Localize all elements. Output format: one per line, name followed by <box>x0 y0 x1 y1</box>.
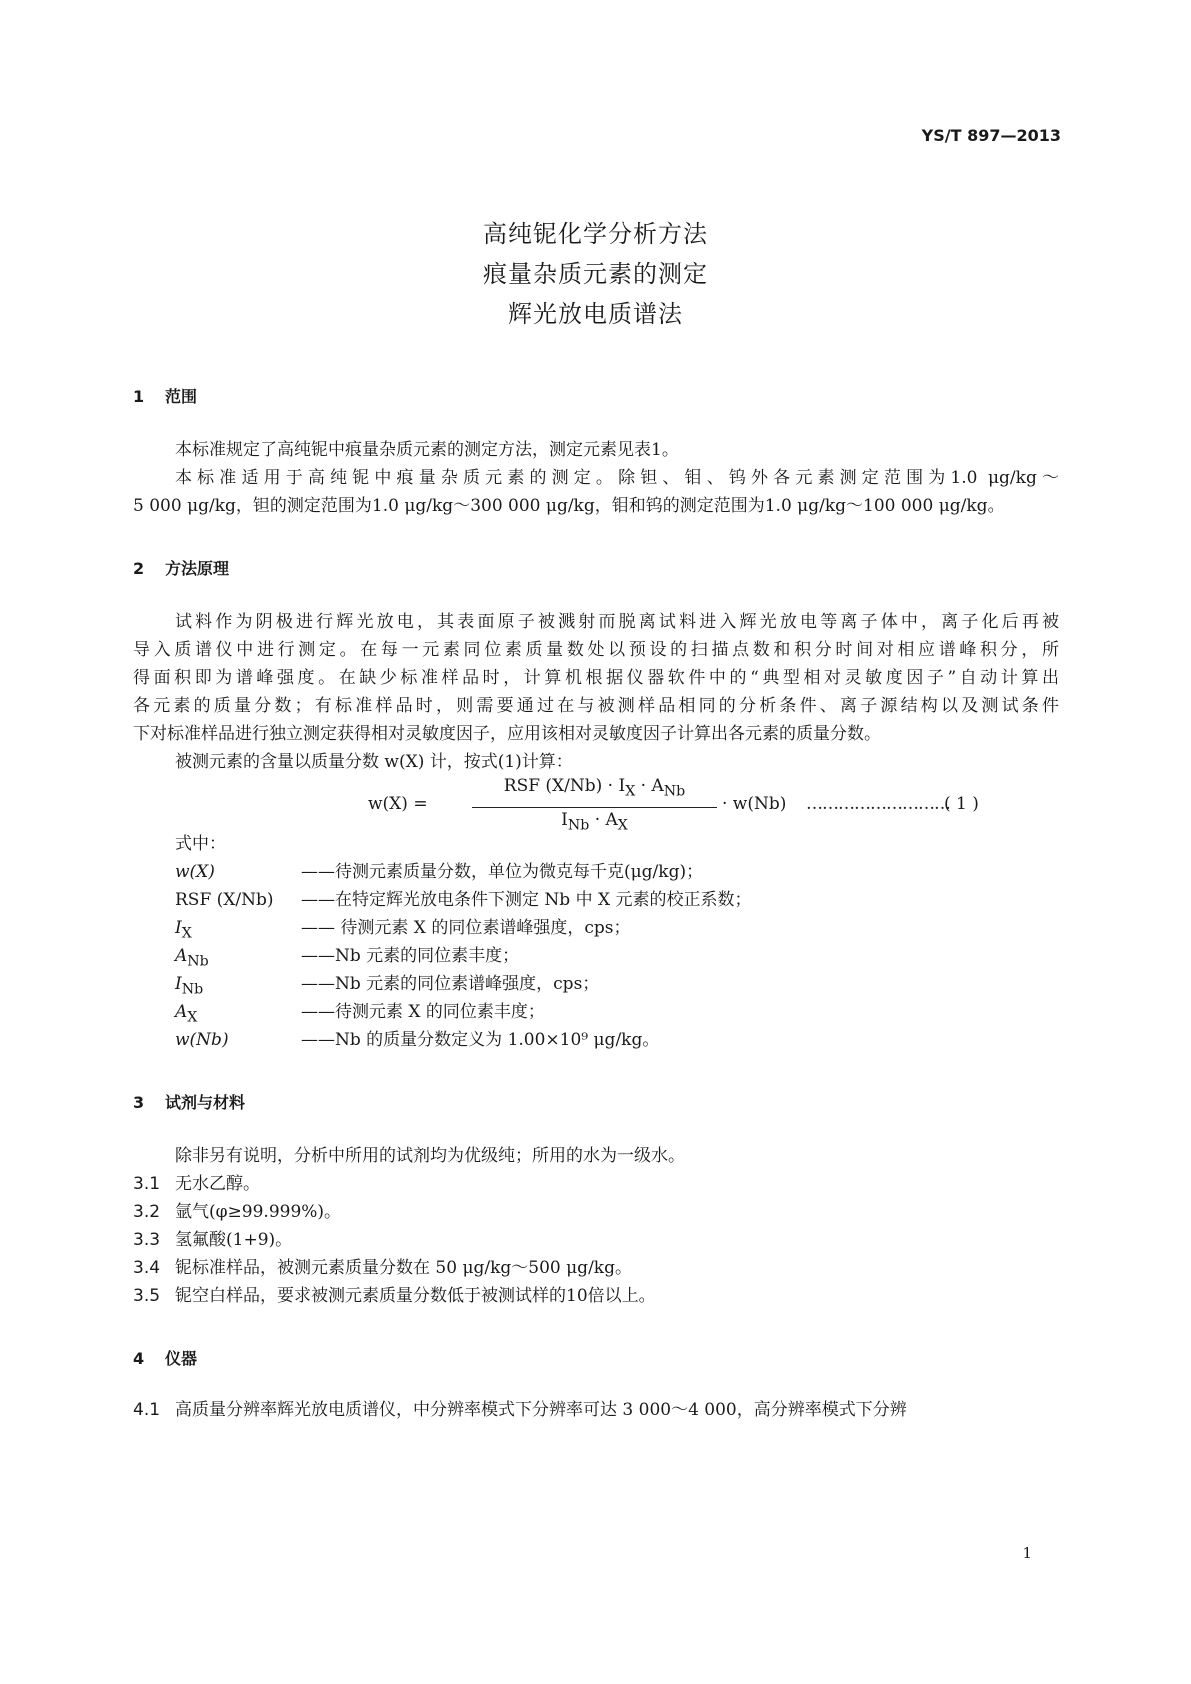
section-title: 范围 <box>165 387 198 406</box>
definition-text: ——在特定辉光放电条件下测定 Nb 中 X 元素的校正系数； <box>301 890 752 910</box>
definition-symbol-sub: X <box>181 925 192 942</box>
section-number: 1 <box>133 387 145 406</box>
definition-symbol-sub: Nb <box>187 953 209 970</box>
definition-symbol: I <box>175 918 182 938</box>
reagents-intro: 除非另有说明，分析中所用的试剂均为优级纯；所用的水为一级水。 <box>175 1146 685 1166</box>
definition-text: ——Nb 的质量分数定义为 1.00×10⁹ μg/kg。 <box>301 1030 660 1050</box>
where-label: 式中： <box>175 834 226 854</box>
numerator-sub-x: X <box>625 783 636 800</box>
item-text: 氢氟酸(1+9)。 <box>175 1230 293 1250</box>
definition-symbol: A <box>175 946 188 966</box>
definition-text: ——待测元素质量分数，单位为微克每千克(μg/kg)； <box>301 862 704 882</box>
definition-symbol: w(X) <box>175 862 215 882</box>
title-line-3: 辉光放电质谱法 <box>508 300 683 328</box>
definition-text: ——Nb 元素的同位素谱峰强度，cps； <box>301 974 600 994</box>
item-text: 无水乙醇。 <box>175 1174 260 1194</box>
principle-line-2: 导入质谱仪中进行测定。在每一元素同位素质量数处以预设的扫描点数和积分时间对相应谱峰积分，所 <box>133 640 1059 660</box>
formula-rhs: · w(Nb) <box>722 794 787 814</box>
scope-paragraph-1: 本标准规定了高纯铌中痕量杂质元素的测定方法，测定元素见表1。 <box>175 440 679 460</box>
definition-text: —— 待测元素 X 的同位素谱峰强度，cps； <box>301 918 631 938</box>
definition-symbol: RSF (X/Nb) <box>175 890 274 910</box>
principle-line-3: 得面积即为谱峰强度。在缺少标准样品时，计算机根据仪器软件中的“典型相对灵敏度因子”自动计算出 <box>133 668 1059 688</box>
principle-line-6: 被测元素的含量以质量分数 w(X) 计，按式(1)计算： <box>175 752 573 772</box>
formula-number: ( 1 ) <box>944 794 979 814</box>
section-4-heading <box>133 1346 197 1369</box>
definition-symbol-sub: Nb <box>181 981 204 998</box>
item-text: 铌空白样品，要求被测元素质量分数低于被测试样的10倍以上。 <box>175 1286 656 1306</box>
definition-row <box>175 1026 659 1059</box>
principle-line-4: 各元素的质量分数；有标准样品时，则需要通过在与被测样品相同的分析条件、离子源结构以及测试条件 <box>133 696 1059 716</box>
numerator-text: RSF (X/Nb) · I <box>503 776 626 796</box>
item-number: 3.3 <box>133 1230 161 1250</box>
list-item <box>133 1226 292 1254</box>
section-title: 方法原理 <box>165 559 230 578</box>
definition-symbol: I <box>175 974 182 994</box>
scope-paragraph-2-line-1: 本标准适用于高纯铌中痕量杂质元素的测定。除钽、钼、钨外各元素测定范围为1.0 μg/kg～ <box>175 468 1059 488</box>
numerator-mid: · A <box>635 776 664 796</box>
title-line-1: 高纯铌化学分析方法 <box>483 220 708 248</box>
formula-lhs: w(X) = <box>368 794 428 814</box>
denominator-sub-x: X <box>617 817 628 834</box>
item-number: 3.4 <box>133 1258 161 1278</box>
list-item <box>133 1198 341 1226</box>
list-item <box>133 1254 632 1282</box>
item-number: 4.1 <box>133 1400 161 1420</box>
list-item <box>133 1282 656 1310</box>
standard-code: YS/T 897—2013 <box>921 126 1061 145</box>
section-3-heading <box>133 1090 245 1113</box>
section-1-heading <box>133 384 197 407</box>
item-number: 3.2 <box>133 1202 161 1222</box>
formula-1 <box>0 776 1191 836</box>
section-number: 3 <box>133 1093 145 1112</box>
item-text: 铌标准样品，被测元素质量分数在 50 μg/kg～500 μg/kg。 <box>175 1258 632 1278</box>
title-line-2: 痕量杂质元素的测定 <box>483 260 708 288</box>
numerator-sub-nb: Nb <box>663 783 686 800</box>
principle-line-1: 试料作为阴极进行辉光放电，其表面原子被溅射而脱离试料进入辉光放电等离子体中，离子化后再被 <box>175 612 1059 632</box>
item-text: 高质量分辨率辉光放电质谱仪，中分辨率模式下分辨率可达 3 000～4 000，高分辨率模式下分辨 <box>175 1400 907 1420</box>
formula-denominator <box>472 810 717 833</box>
denominator-text: I <box>561 810 568 830</box>
list-item <box>133 1396 907 1424</box>
definition-text: ——Nb 元素的同位素丰度； <box>301 946 520 966</box>
item-number: 3.1 <box>133 1174 161 1194</box>
definition-text: ——待测元素 X 的同位素丰度； <box>301 1002 545 1022</box>
formula-numerator <box>472 776 717 799</box>
section-number: 2 <box>133 559 145 578</box>
section-title: 仪器 <box>165 1349 198 1368</box>
item-number: 3.5 <box>133 1286 161 1306</box>
definition-symbol: A <box>175 1002 188 1022</box>
definition-symbol: w(Nb) <box>175 1030 229 1050</box>
section-2-heading <box>133 556 229 579</box>
definition-symbol-sub: X <box>187 1009 198 1026</box>
section-title: 试剂与材料 <box>165 1093 246 1112</box>
denominator-mid: · A <box>589 810 618 830</box>
section-number: 4 <box>133 1349 145 1368</box>
list-item <box>133 1170 260 1198</box>
formula-dots: ……………………… <box>806 794 950 814</box>
scope-paragraph-2-line-2: 5 000 μg/kg，钽的测定范围为1.0 μg/kg～300 000 μg/kg，钼和钨的测定范围为1.0 μg/kg～100 000 μg/kg。 <box>133 496 1005 516</box>
denominator-sub-nb: Nb <box>567 817 590 834</box>
principle-line-5: 下对标准样品进行独立测定获得相对灵敏度因子，应用该相对灵敏度因子计算出各元素的质量分数。 <box>133 724 881 744</box>
fraction-bar <box>472 807 717 808</box>
page-number: 1 <box>1022 1544 1032 1562</box>
item-text: 氩气(φ≥99.999%)。 <box>175 1202 342 1222</box>
